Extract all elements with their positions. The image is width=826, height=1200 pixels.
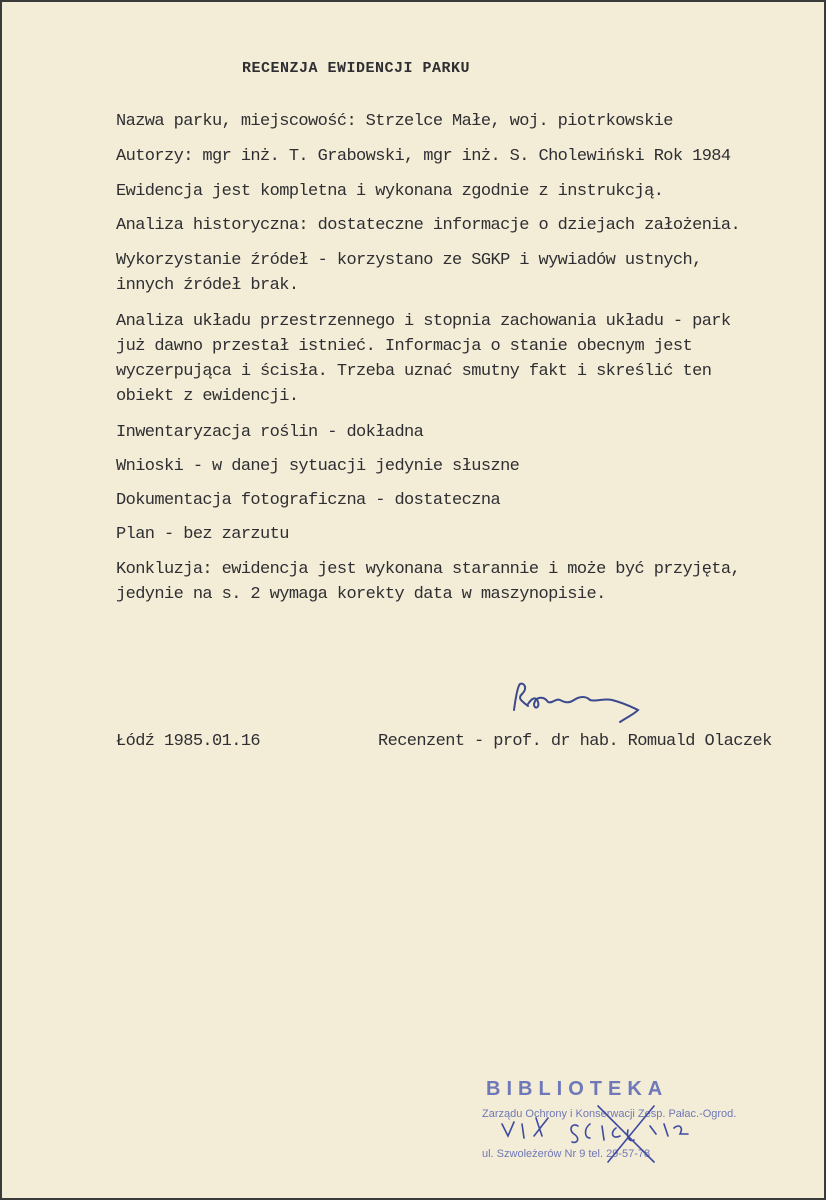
field-authors: Autorzy: mgr inż. T. Grabowski, mgr inż. S. Cholewiński Rok 1984: [116, 147, 731, 166]
field-sources: Wykorzystanie źródeł - korzystano ze SGKP i wywiadów ustnych,: [116, 251, 702, 270]
field-park-name: Nazwa parku, miejscowość: Strzelce Małe, woj. piotrkowskie: [116, 112, 673, 131]
stamp-address: ul. Szwoleżerów Nr 9 tel. 29-57-78: [482, 1148, 651, 1160]
field-completeness: Ewidencja jest kompletna i wykonana zgodnie z instrukcją.: [116, 182, 664, 201]
field-final-conclusion-cont: jedynie na s. 2 wymaga korekty data w maszynopisie.: [116, 585, 606, 604]
place-and-date: Łódź 1985.01.16: [116, 732, 261, 751]
stamp-institution: Zarządu Ochrony i Konserwacji Zesp. Pałac.-Ogrod.: [482, 1108, 737, 1120]
field-sources-cont: innych źródeł brak.: [116, 276, 299, 295]
handwritten-signature: [508, 680, 648, 725]
field-conclusions: Wnioski - w danej sytuacji jedynie słuszne: [116, 457, 520, 476]
library-stamp: [478, 1078, 737, 1178]
field-spatial-analysis-cont1: już dawno przestał istnieć. Informacja o stanie obecnym jest: [116, 337, 693, 356]
field-photo-documentation: Dokumentacja fotograficzna - dostateczna: [116, 491, 501, 510]
document-title: RECENZJA EWIDENCJI PARKU: [242, 60, 471, 77]
stamp-handwritten-number: [478, 1078, 708, 1178]
field-spatial-analysis: Analiza układu przestrzennego i stopnia zachowania układu - park: [116, 312, 731, 331]
field-plant-inventory: Inwentaryzacja roślin - dokładna: [116, 423, 424, 442]
stamp-title: BIBLIOTEKA: [486, 1078, 669, 1100]
field-final-conclusion: Konkluzja: ewidencja jest wykonana starannie i może być przyjęta,: [116, 560, 741, 579]
field-spatial-analysis-cont2: wyczerpująca i ścisła. Trzeba uznać smutny fakt i skreślić ten: [116, 362, 712, 381]
field-historical-analysis: Analiza historyczna: dostateczne informacje o dziejach założenia.: [116, 216, 741, 235]
field-plan: Plan - bez zarzutu: [116, 525, 289, 544]
field-spatial-analysis-cont3: obiekt z ewidencji.: [116, 387, 299, 406]
reviewer-line: Recenzent - prof. dr hab. Romuald Olaczek: [378, 732, 772, 751]
